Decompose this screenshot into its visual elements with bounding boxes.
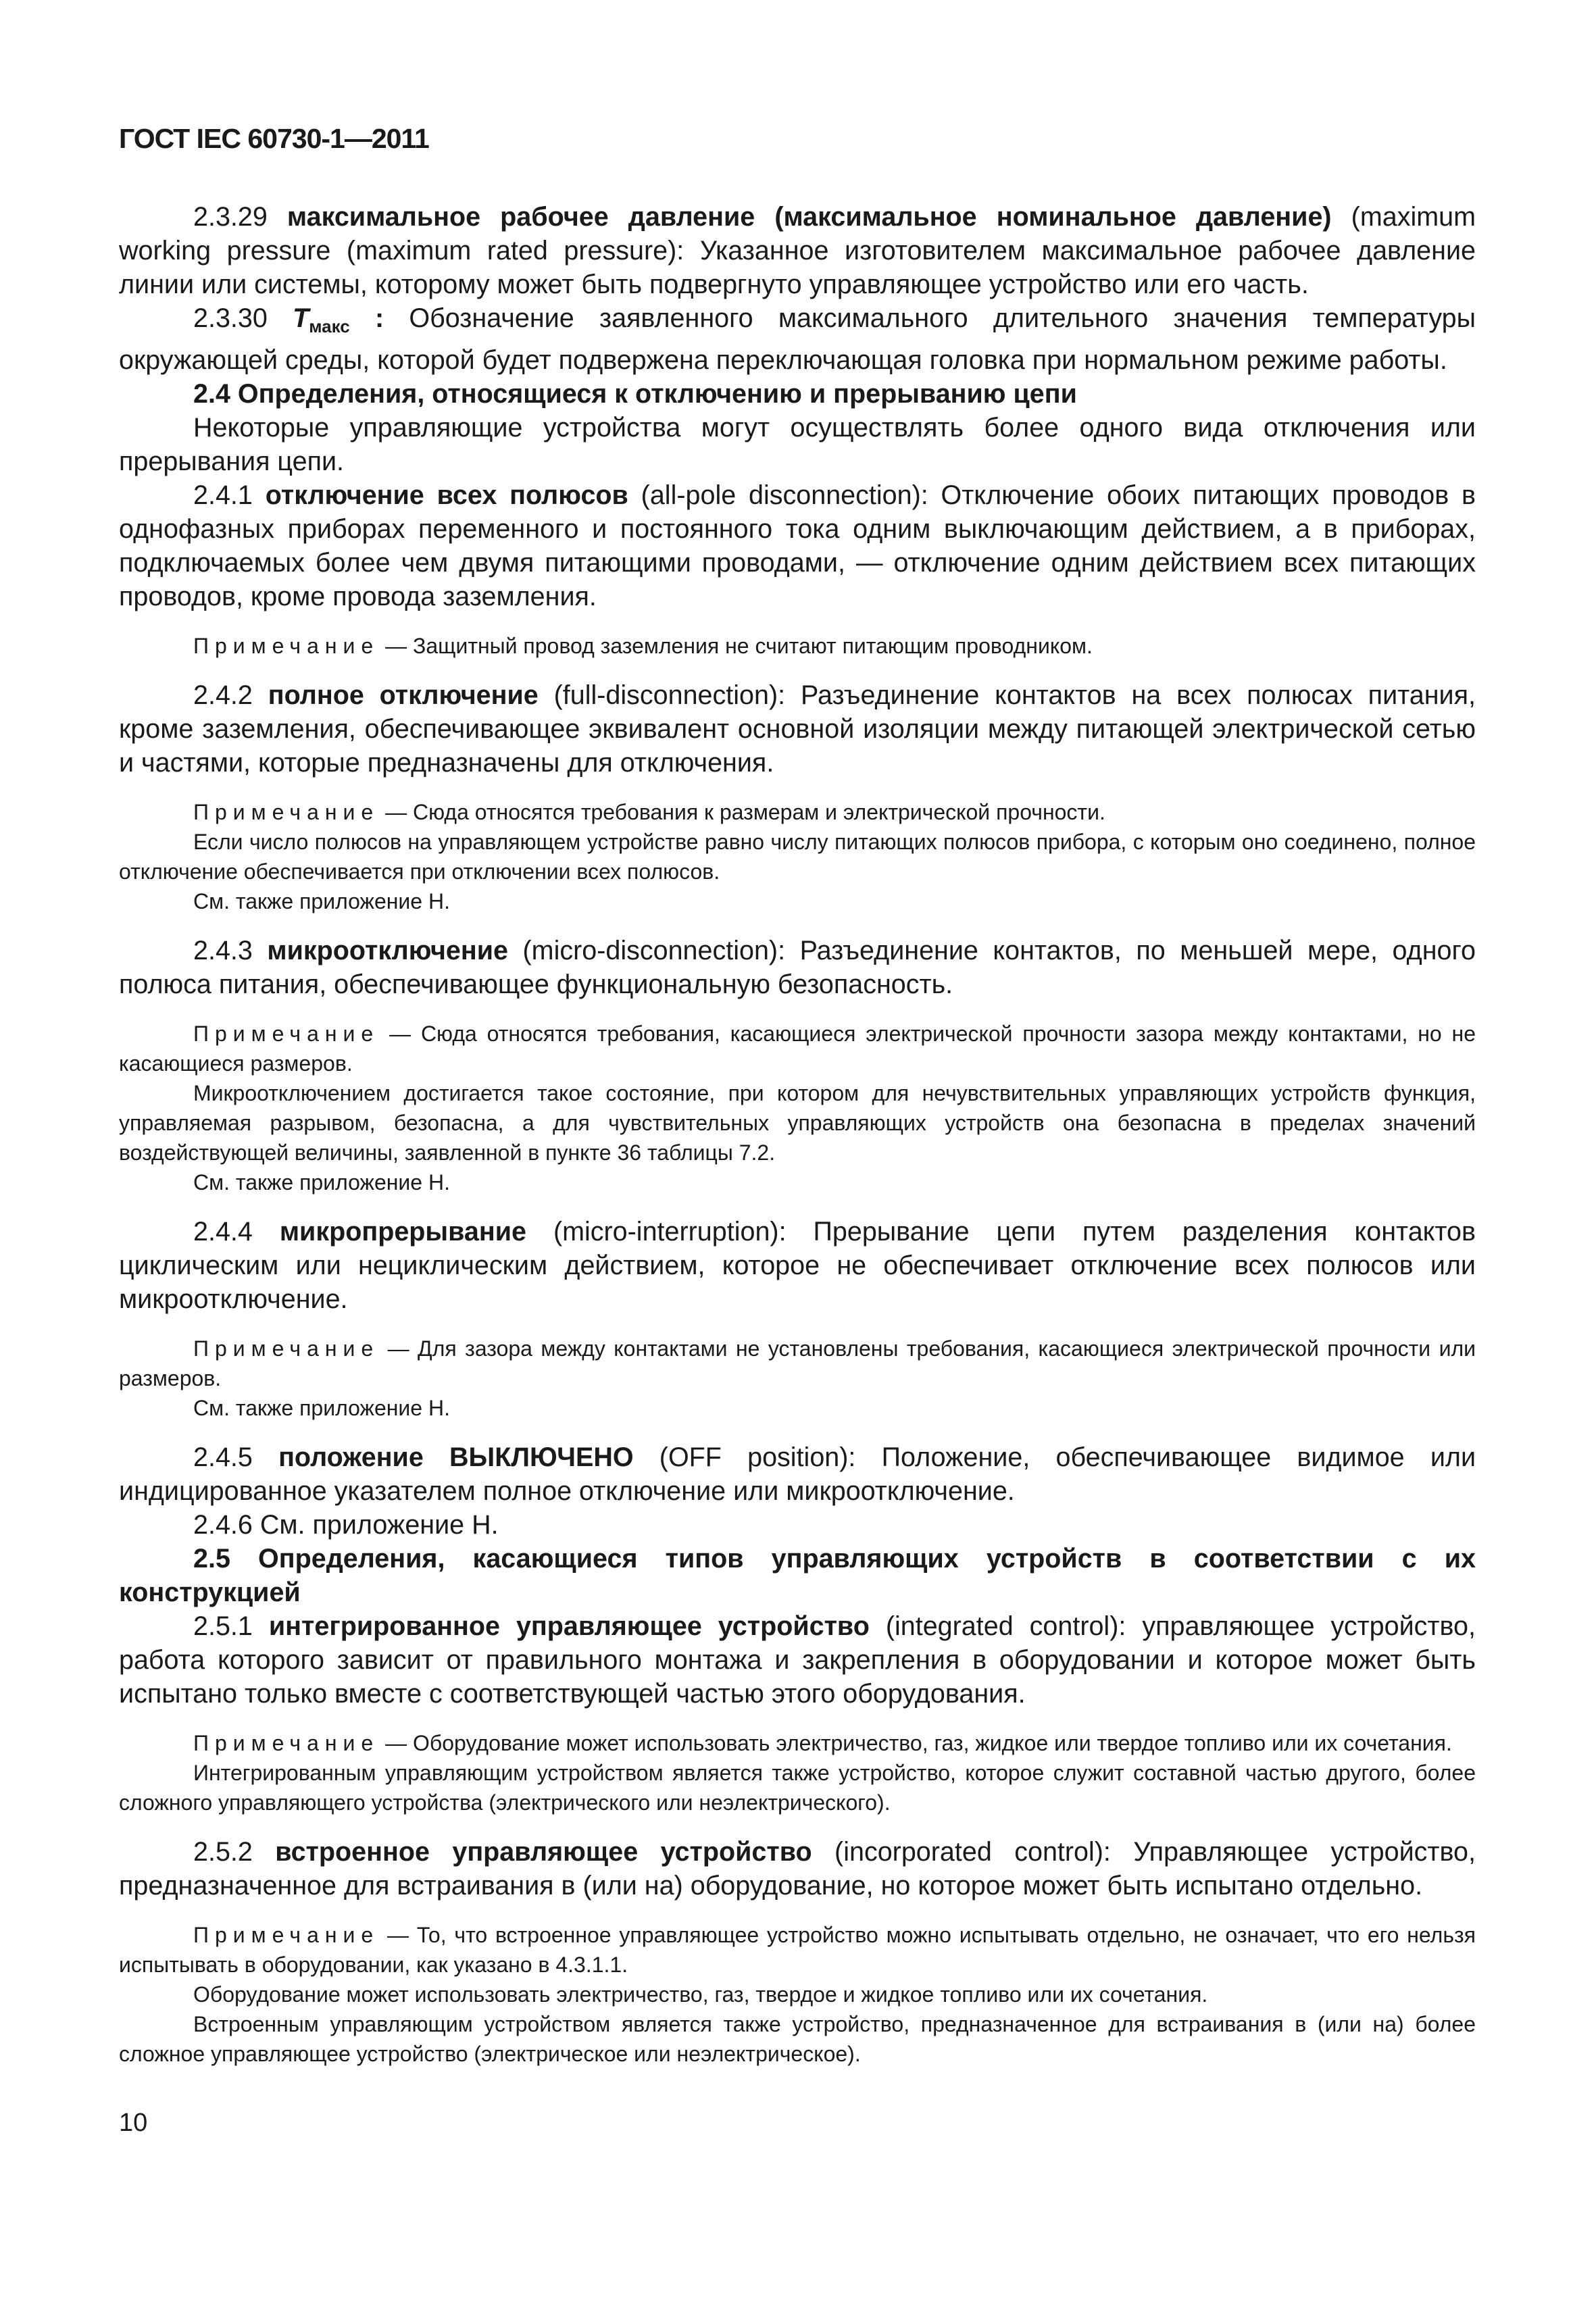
note-text: — Защитный провод заземления не считают питающим проводником. (379, 634, 1093, 658)
standard-header: ГОСТ IEC 60730-1—2011 (119, 123, 429, 154)
note-text: Микроотключением достигается такое состояние, при котором для нечувствительных управляющих устройств функция, управляемая разрывом, безопасна, а для чувствительных управляющих устройств она безопасна в пределах значений воздействующей величины, заявленной в пункте 36 таблицы 7.2. (119, 1081, 1476, 1165)
note-text: — Оборудование может использовать электричество, газ, жидкое или твердое топливо или их сочетания. (379, 1731, 1452, 1755)
clause-text: (micro-interruption): Прерывание цепи путем разделения контактов циклическим или нециклическим действием, которое не обеспечивает отключение всех полюсов или микроотключение. (119, 1217, 1476, 1314)
note-2-4-3 (119, 1019, 1476, 1197)
clause-number: 2.4.3 (193, 936, 268, 965)
clause-text: (incorporated control): Управляющее устройство, предназначенное для встраивания в (или на) оборудование, но которое может быть испытано отдельно. (119, 1837, 1476, 1901)
clause-number: 2.4.2 (193, 680, 268, 710)
clause-term: встроенное управляющее устройство (275, 1837, 812, 1867)
note-reference: См. также приложение Н. (193, 1396, 450, 1420)
clause-number: 2.4.1 (193, 480, 266, 510)
note-label: Примечание (193, 634, 380, 658)
note-text: — То, что встроенное управляющее устройство можно испытывать отдельно, не означает, что его нельзя испытывать в оборудовании, как указано в 4.3.1.1. (119, 1923, 1476, 1977)
section-intro-2-4: Некоторые управляющие устройства могут осуществлять более одного вида отключения или прерывания цепи. (119, 413, 1476, 476)
clause-2-4-4 (119, 1215, 1476, 1316)
clause-2-4-6: 2.4.6 См. приложение Н. (193, 1510, 499, 1540)
clause-term: максимальное рабочее давление (максимальное номинальное давление) (286, 202, 1332, 232)
note-2-4-4 (119, 1334, 1476, 1423)
note-2-4-1 (119, 631, 1476, 661)
section-heading-2-5: 2.5 Определения, касающиеся типов управляющих устройств в соответствии с их конструкцией (119, 1544, 1476, 1607)
clause-number: 2.4.4 (193, 1217, 280, 1247)
clause-term: интегрированное управляющее устройство (268, 1611, 870, 1641)
note-label: Примечание (193, 800, 380, 824)
clause-term: положение ВЫКЛЮЧЕНО (278, 1442, 634, 1472)
clause-number: 2.3.30 (193, 303, 293, 333)
clause-2-5-1 (119, 1609, 1476, 1711)
note-text: Оборудование может использовать электричество, газ, твердое и жидкое топливо или их сочетания. (193, 1982, 1208, 2007)
clause-number: 2.4.5 (193, 1442, 279, 1472)
note-2-5-2 (119, 1920, 1476, 2069)
note-text: — Для зазора между контактами не установлены требования, касающиеся электрической прочности или размеров. (119, 1336, 1476, 1390)
clause-2-4-2 (119, 678, 1476, 780)
clause-text: (integrated control): управляющее устройство, работа которого зависит от правильного монтажа и закрепления в оборудовании и которое может быть испытано только вместе с соответствующей частью этого оборудования. (119, 1611, 1476, 1709)
note-text: Встроенным управляющим устройством является также устройство, предназначенное для встраивания в (или на) более сложное управляющее устройство (электрическое или неэлектрическое). (119, 2012, 1476, 2066)
clause-term: полное отключение (268, 680, 539, 710)
clause-term: отключение всех полюсов (265, 480, 628, 510)
clause-number: 2.5.1 (193, 1611, 269, 1641)
clause-2-4-5 (119, 1440, 1476, 1508)
clause-term: микроотключение (267, 936, 508, 965)
note-label: Примечание (193, 1923, 380, 1947)
note-label: Примечание (193, 1731, 380, 1755)
clause-term: микропрерывание (279, 1217, 526, 1247)
note-text: Если число полюсов на управляющем устройстве равно числу питающих полюсов прибора, с которым оно соединено, полное отключение обеспечивается при отключении всех полюсов. (119, 830, 1476, 884)
note-reference: См. также приложение Н. (193, 889, 450, 913)
note-2-4-2 (119, 797, 1476, 916)
note-2-5-1 (119, 1728, 1476, 1817)
clause-2-4-3 (119, 934, 1476, 1001)
clause-number: 2.5.2 (193, 1837, 276, 1867)
symbol-t: T (293, 303, 309, 333)
page-content (119, 200, 1476, 2086)
clause-2-4-1 (119, 478, 1476, 613)
clause-text: (all-pole disconnection): Отключение обоих питающих проводов в однофазных приборах переменного и постоянного тока одним выключающим действием, а в приборах, подключаемых более чем двумя питающими проводами, — отключение одним действием всех питающих проводов, кроме провода заземления. (119, 480, 1476, 611)
note-label: Примечание (193, 1022, 380, 1046)
note-text: — Сюда относятся требования, касающиеся электрической прочности зазора между контактами, но не касающиеся размеров. (119, 1022, 1476, 1076)
clause-2-5-2 (119, 1835, 1476, 1903)
note-text: Интегрированным управляющим устройством является также устройство, которое служит составной частью другого, более сложного управляющего устройства (электрического или неэлектрического). (119, 1761, 1476, 1815)
clause-text: (full-disconnection): Разъединение контактов на всех полюсах питания, кроме заземления, обеспечивающее эквивалент основной изоляции между питающей электрической сетью и частями, которые предназначены для отключения. (119, 680, 1476, 778)
clause-text: (OFF position): Положение, обеспечивающее видимое или индицированное указателем полное отключение или микроотключение. (119, 1442, 1476, 1506)
clause-text: (micro-disconnection): Разъединение контактов, по меньшей мере, одного полюса питания, обеспечивающее функциональную безопасность. (119, 936, 1476, 999)
symbol-colon: : (349, 303, 384, 333)
symbol-subscript: макс (309, 316, 350, 336)
note-reference: См. также приложение Н. (193, 1170, 450, 1194)
note-label: Примечание (193, 1336, 380, 1361)
note-text: — Сюда относятся требования к размерам и электрической прочности. (379, 800, 1105, 824)
clause-text: Обозначение заявленного максимального длительного значения температуры окружающей среды, которой будет подвержена переключающая головка при нормальном режиме работы. (119, 303, 1476, 375)
clause-2-3-29 (119, 200, 1476, 301)
clause-2-3-30 (119, 301, 1476, 377)
clause-text: (maximum working pressure (maximum rated pressure): Указанное изготовителем максимальное рабочее давление линии или системы, которому может быть подвергнуто управляющее устройство или его часть. (119, 202, 1476, 299)
clause-number: 2.3.29 (193, 202, 287, 232)
page-number: 10 (119, 2109, 148, 2137)
section-heading-2-4: 2.4 Определения, относящиеся к отключению и прерыванию цепи (193, 379, 1077, 409)
